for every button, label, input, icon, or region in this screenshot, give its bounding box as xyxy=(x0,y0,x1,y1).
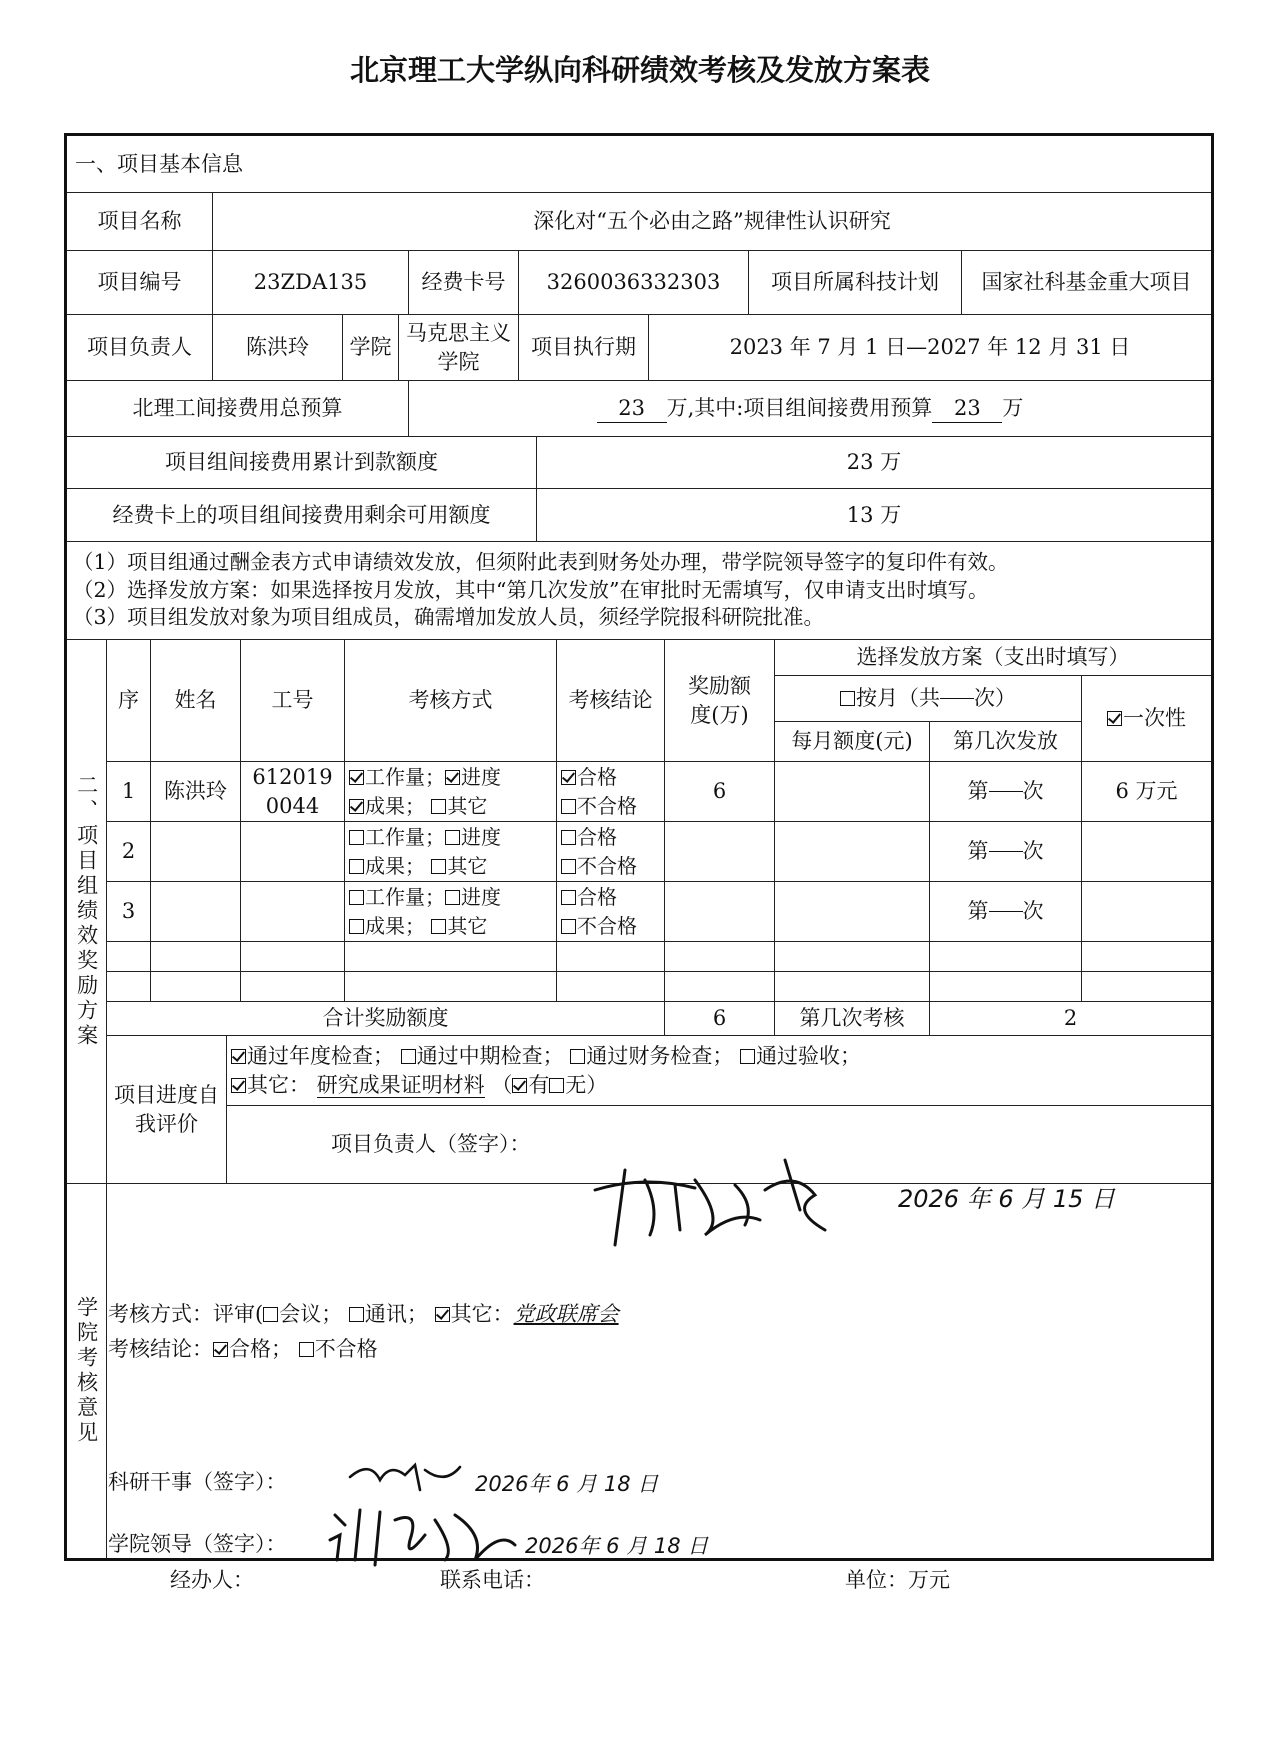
workload-label: 工作量； xyxy=(365,764,445,789)
annual-checkbox[interactable] xyxy=(231,1049,246,1064)
project-period: 2023 年 7 月 1 日—2027 年 12 月 31 日 xyxy=(649,315,1211,381)
review-fail-label: 不合格 xyxy=(314,1337,378,1361)
empty-cell xyxy=(557,972,665,1002)
empty-cell xyxy=(775,942,930,972)
row-seq: 3 xyxy=(107,882,151,942)
pass-checkbox[interactable] xyxy=(561,890,576,905)
college-leader-signature-icon xyxy=(325,1500,525,1570)
empty-cell xyxy=(1082,942,1211,972)
received-value: 23 万 xyxy=(537,437,1211,489)
fail-checkbox[interactable] xyxy=(561,799,576,814)
empty-cell xyxy=(665,972,775,1002)
secretary-line xyxy=(108,1468,287,1497)
output-checkbox[interactable] xyxy=(349,859,364,874)
review-result-line xyxy=(108,1335,378,1364)
nth-label-b: 次 xyxy=(1022,839,1044,864)
label-plan: 项目所属科技计划 xyxy=(749,251,962,315)
secretary-date xyxy=(475,1470,658,1499)
college-leader-line xyxy=(108,1530,287,1559)
label-project-name: 项目名称 xyxy=(67,193,213,251)
empty-cell xyxy=(107,972,151,1002)
fail-label: 不合格 xyxy=(577,853,637,878)
total-label: 合计奖励额度 xyxy=(107,1002,665,1036)
progress-other-checkbox[interactable] xyxy=(231,1078,246,1093)
project-leader: 陈洪玲 xyxy=(213,315,343,381)
leader-sign-label: 项目负责人（签字）： xyxy=(331,1132,531,1157)
nth-label-b: 次 xyxy=(1022,779,1044,804)
comm-checkbox[interactable] xyxy=(349,1307,364,1322)
row-method xyxy=(345,762,557,822)
remaining-value: 13 万 xyxy=(537,489,1211,542)
header-plan: 选择发放方案（支出时填写） xyxy=(775,640,1211,676)
empty-cell xyxy=(775,972,930,1002)
pass-checkbox[interactable] xyxy=(561,830,576,845)
row-monthly-amount xyxy=(775,882,930,942)
note-2: （2）选择发放方案：如果选择按月发放，其中“第几次发放”在审批时无需填写，仅申请支出时填写。 xyxy=(73,577,989,602)
label-received: 项目组间接费用累计到款额度 xyxy=(67,437,537,489)
label-college: 学院 xyxy=(343,315,399,381)
fail-label: 不合格 xyxy=(577,793,637,818)
header-amount: 奖励额度(万) xyxy=(665,640,775,762)
row-id xyxy=(241,822,345,882)
midterm-label: 通过中期检查； xyxy=(416,1044,564,1069)
other-checkbox[interactable] xyxy=(431,799,446,814)
pass-label: 合格 xyxy=(577,884,617,909)
form-title: 北京理工大学纵向科研绩效考核及发放方案表 xyxy=(349,53,930,87)
row-name: 陈洪玲 xyxy=(151,762,241,822)
header-monthly xyxy=(775,676,1082,722)
row-seq: 1 xyxy=(107,762,151,822)
row-method xyxy=(345,822,557,882)
footer-phone: 联系电话： xyxy=(440,1568,545,1592)
pass-checkbox[interactable] xyxy=(561,770,576,785)
label-period: 项目执行期 xyxy=(519,315,649,381)
fail-checkbox[interactable] xyxy=(561,859,576,874)
workload-checkbox[interactable] xyxy=(349,890,364,905)
progress-line-2 xyxy=(231,1071,607,1099)
progress-checkbox[interactable] xyxy=(445,890,460,905)
nth-blank xyxy=(989,791,1023,792)
empty-cell xyxy=(151,972,241,1002)
college-leader-date-year: 2026年 xyxy=(525,1534,600,1558)
row-monthly-amount xyxy=(775,762,930,822)
output-label: 成果； xyxy=(365,853,425,878)
progress-opt-label: 进度 xyxy=(461,884,501,909)
progress-line-1 xyxy=(231,1042,861,1070)
notes-block xyxy=(67,542,1211,640)
footer-handler: 经办人： xyxy=(170,1568,254,1592)
meeting-label: 会议； xyxy=(279,1302,343,1326)
acceptance-checkbox[interactable] xyxy=(740,1049,755,1064)
nth-label-b: 次 xyxy=(1022,899,1044,924)
review-result-label: 考核结论： xyxy=(108,1337,213,1361)
monthly-label-a: 按月（共 xyxy=(856,686,940,711)
header-name: 姓名 xyxy=(151,640,241,762)
college-leader-date-md: 6 月 18 日 xyxy=(606,1534,709,1558)
review-other-text: 党政联席会 xyxy=(513,1302,619,1326)
row-amount: 6 xyxy=(665,762,775,822)
note-1: （1）项目组通过酬金表方式申请绩效发放，但须附此表到财务处办理，带学院领导签字的复印件有效。 xyxy=(73,549,1009,574)
monthly-label-b: 次） xyxy=(974,686,1016,711)
row-once xyxy=(1082,822,1211,882)
progress-options xyxy=(227,1036,1211,1106)
header-monthly-amount: 每月额度(元) xyxy=(775,722,930,762)
row-result xyxy=(557,762,665,822)
review-method-label: 考核方式：评审( xyxy=(108,1302,264,1326)
row-once xyxy=(1082,882,1211,942)
total-budget-value: 23 xyxy=(597,394,667,423)
header-nth: 第几次发放 xyxy=(930,722,1082,762)
row-id xyxy=(241,882,345,942)
college-name: 马克思主义学院 xyxy=(399,315,519,381)
row-name xyxy=(151,882,241,942)
label-project-code: 项目编号 xyxy=(67,251,213,315)
progress-checkbox[interactable] xyxy=(445,770,460,785)
have-yes-checkbox[interactable] xyxy=(512,1078,527,1093)
nth-assess-value: 2 xyxy=(930,1002,1211,1036)
secretary-date-year: 2026年 xyxy=(475,1472,550,1496)
other-opt-label: 其它 xyxy=(447,913,488,938)
college-leader-date xyxy=(525,1532,708,1561)
group-budget-value: 23 xyxy=(932,394,1002,423)
workload-label: 工作量； xyxy=(365,884,445,909)
secretary-signature-icon xyxy=(345,1455,465,1495)
output-label: 成果； xyxy=(365,793,425,818)
row-once: 6 万元 xyxy=(1082,762,1211,822)
empty-cell xyxy=(557,942,665,972)
project-name: 深化对“五个必由之路”规律性认识研究 xyxy=(213,193,1211,251)
row-nth xyxy=(930,822,1082,882)
row-seq: 2 xyxy=(107,822,151,882)
review-other-checkbox[interactable] xyxy=(435,1307,450,1322)
acceptance-label: 通过验收； xyxy=(756,1044,862,1069)
pass-label: 合格 xyxy=(577,764,617,789)
output-checkbox[interactable] xyxy=(349,919,364,934)
have-no-label: 无） xyxy=(565,1072,608,1097)
comm-label: 通讯； xyxy=(364,1302,428,1326)
other-checkbox[interactable] xyxy=(431,859,446,874)
empty-cell xyxy=(241,972,345,1002)
progress-other-label: 其它： xyxy=(247,1072,310,1097)
header-seq: 序 xyxy=(107,640,151,762)
college-leader-label: 学院领导（签字）： xyxy=(108,1532,287,1556)
monthly-count-blank xyxy=(940,698,974,699)
row-nth xyxy=(930,882,1082,942)
other-opt-label: 其它 xyxy=(447,793,488,818)
nth-blank xyxy=(989,851,1023,852)
nth-assess-label: 第几次考核 xyxy=(775,1002,930,1036)
leader-sign-date: 2026 年 6 月 15 日 xyxy=(898,1185,1116,1213)
nth-blank xyxy=(989,911,1023,912)
footer-unit: 单位：万元 xyxy=(845,1568,950,1592)
review-pass-checkbox[interactable] xyxy=(213,1342,228,1357)
workload-checkbox[interactable] xyxy=(349,830,364,845)
row-monthly-amount xyxy=(775,822,930,882)
row-amount xyxy=(665,822,775,882)
header-method: 考核方式 xyxy=(345,640,557,762)
section2-label: 二、项目组绩效奖励方案 xyxy=(67,640,107,1184)
empty-cell xyxy=(930,942,1082,972)
fail-checkbox[interactable] xyxy=(561,919,576,934)
row-nth xyxy=(930,762,1082,822)
progress-opt-label: 进度 xyxy=(461,824,501,849)
empty-cell xyxy=(345,942,557,972)
secretary-label: 科研干事（签字）： xyxy=(108,1470,287,1494)
header-once xyxy=(1082,676,1211,762)
nth-label-a: 第 xyxy=(967,899,989,924)
output-checkbox[interactable] xyxy=(349,799,364,814)
budget-mid-text: 万,其中:项目组间接费用预算 xyxy=(666,396,933,421)
empty-cell xyxy=(345,972,557,1002)
row-name xyxy=(151,822,241,882)
once-checkbox[interactable] xyxy=(1107,711,1122,726)
header-result: 考核结论 xyxy=(557,640,665,762)
monthly-checkbox[interactable] xyxy=(840,691,855,706)
other-checkbox[interactable] xyxy=(431,919,446,934)
have-yes-label: 有 xyxy=(528,1072,550,1097)
annual-label: 通过年度检查； xyxy=(247,1044,394,1069)
nth-label-a: 第 xyxy=(967,779,989,804)
section1-heading: 一、项目基本信息 xyxy=(67,136,1211,193)
label-remaining: 经费卡上的项目组间接费用剩余可用额度 xyxy=(67,489,537,542)
review-method-line xyxy=(108,1300,619,1329)
section3-label: 学院考核意见 xyxy=(67,1184,107,1558)
workload-label: 工作量； xyxy=(365,824,445,849)
empty-cell xyxy=(930,972,1082,1002)
other-opt-label: 其它 xyxy=(447,853,488,878)
leader-signature-icon xyxy=(585,1150,845,1250)
empty-cell xyxy=(151,942,241,972)
output-label: 成果； xyxy=(365,913,425,938)
finance-checkbox[interactable] xyxy=(570,1049,585,1064)
row-result xyxy=(557,882,665,942)
empty-cell xyxy=(107,942,151,972)
progress-opt-label: 进度 xyxy=(461,764,501,789)
meeting-checkbox[interactable] xyxy=(263,1307,278,1322)
row-method xyxy=(345,882,557,942)
review-other-label: 其它： xyxy=(450,1302,514,1326)
have-no-checkbox[interactable] xyxy=(549,1078,564,1093)
budget-line xyxy=(409,381,1211,437)
project-code: 23ZDA135 xyxy=(213,251,409,315)
label-leader: 项目负责人 xyxy=(67,315,213,381)
card-number: 3260036332303 xyxy=(519,251,749,315)
nth-label-a: 第 xyxy=(967,839,989,864)
progress-checkbox[interactable] xyxy=(445,830,460,845)
midterm-checkbox[interactable] xyxy=(401,1049,416,1064)
workload-checkbox[interactable] xyxy=(349,770,364,785)
review-pass-label: 合格； xyxy=(229,1337,292,1361)
pass-label: 合格 xyxy=(577,824,617,849)
header-id: 工号 xyxy=(241,640,345,762)
review-fail-checkbox[interactable] xyxy=(299,1342,314,1357)
row-amount xyxy=(665,882,775,942)
fail-label: 不合格 xyxy=(577,913,637,938)
secretary-date-md: 6 月 18 日 xyxy=(556,1472,659,1496)
once-label: 一次性 xyxy=(1123,706,1186,731)
project-plan: 国家社科基金重大项目 xyxy=(962,251,1211,315)
empty-cell xyxy=(1082,972,1211,1002)
budget-unit: 万 xyxy=(1002,396,1024,421)
empty-cell xyxy=(241,942,345,972)
finance-label: 通过财务检查； xyxy=(586,1044,734,1069)
progress-label: 项目进度自我评价 xyxy=(107,1036,227,1184)
row-id: 6120190044 xyxy=(241,762,345,822)
label-card-number: 经费卡号 xyxy=(409,251,519,315)
empty-cell xyxy=(665,942,775,972)
note-3: （3）项目组发放对象为项目组成员，确需增加发放人员，须经学院报科研院批准。 xyxy=(73,605,825,630)
have-open: （ xyxy=(491,1072,513,1097)
label-total-budget: 北理工间接费用总预算 xyxy=(67,381,409,437)
progress-other-text: 研究成果证明材料 xyxy=(316,1072,485,1097)
row-result xyxy=(557,822,665,882)
total-value: 6 xyxy=(665,1002,775,1036)
